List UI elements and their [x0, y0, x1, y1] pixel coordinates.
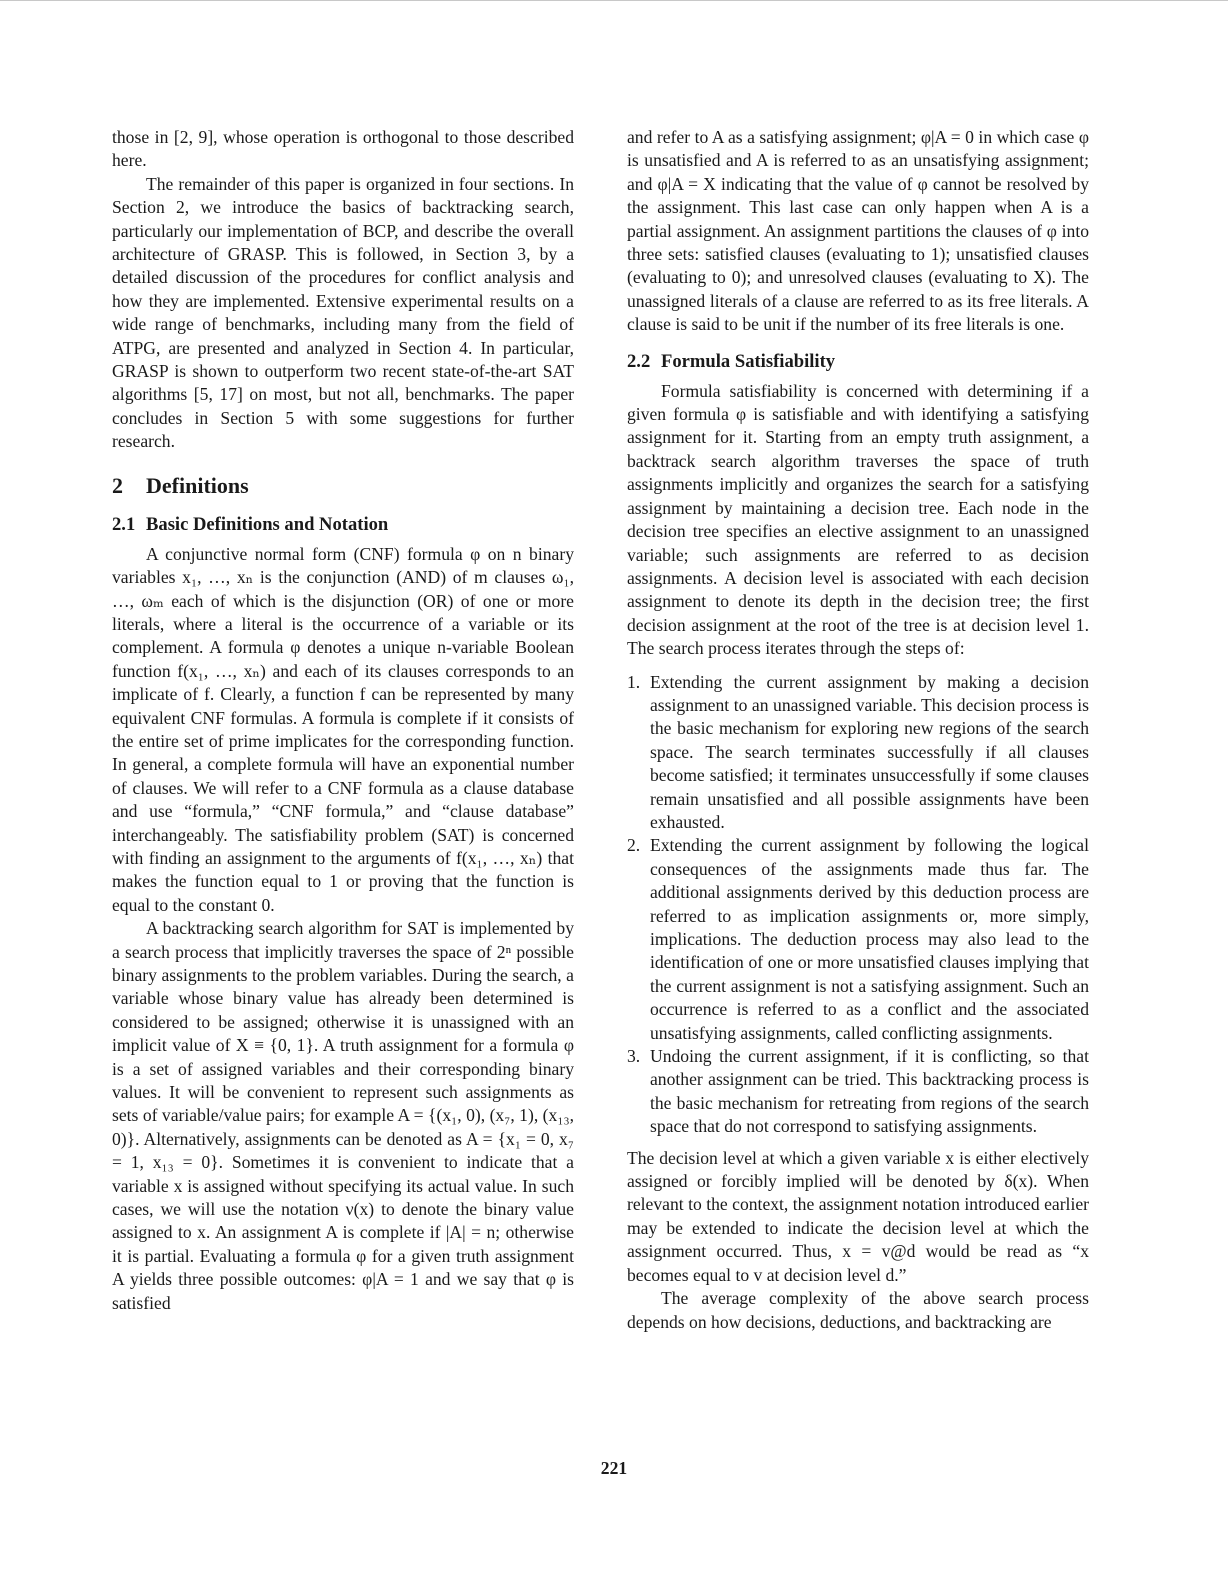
paragraph: A backtracking search algorithm for SAT is implemented by a search process that implicitly traverses the space of 2ⁿ possible binary assignments to the problem variables. During the search, a variable whose binary value has already been determined is considered to be assigned; otherwise it is unassigned with an implicit value of X ≡ {0, 1}. A truth assignment for a formula φ is a set of assigned variables and their corresponding binary values. It will be convenient to represent such assignments as sets of variable/value pairs; for example A = {(x₁, 0), (x₇, 1), (x₁₃, 0)}. Alternatively, assignments can be denoted as A = {x₁ = 0, x₇ = 1, x₁₃ = 0}. Sometimes it is convenient to indicate that a variable x is assigned without specifying its actual value. In such cases, we will use the notation ν(x) to denote the binary value assigned to x. An assignment A is complete if |A| = n; otherwise it is partial. Evaluating a formula φ for a given truth assignment A yields three possible outcomes: φ|A = 1 and we say that φ is satisfied	[112, 918, 574, 1313]
paragraph: The remainder of this paper is organized in four sections. In Section 2, we introduce the basics of backtracking search, particularly our implementation of BCP, and describe the overall architecture of GRASP. This is followed, in Section 3, by a detailed discussion of the procedures for conflict analysis and how they are implemented. Extensive experimental results on a wide range of benchmarks, including many from the field of ATPG, are presented and analyzed in Section 4. In particular, GRASP is shown to outperform two recent state-of-the-art SAT algorithms [5, 17] on most, but not all, benchmarks. The paper concludes in Section 5 with some suggestions for further research.	[112, 173, 574, 452]
paragraph: and refer to A as a satisfying assignment; φ|A = 0 in which case φ is unsatisfied and A is referred to as an unsatisfying assignment; and φ|A = X indicating that the value of φ cannot be resolved by the assignment. This last case can only happen when A is a partial assignment. An assignment partitions the clauses of φ into three sets: satisfied clauses (evaluating to 1); unsatisfied clauses (evaluating to 0); and unresolved clauses (evaluating to X). The unassigned literals of a clause are referred to as its free literals. A clause is said to be unit if the number of its free literals is one.	[627, 127, 1089, 335]
paragraph: A conjunctive normal form (CNF) formula φ on n binary variables x₁, …, xₙ is the conjunction (AND) of m clauses ω₁, …, ωₘ each of which is the disjunction (OR) of one or more literals, where a literal is the occurrence of a variable or its complement. A formula φ denotes a unique n-variable Boolean function f(x₁, …, xₙ) and each of its clauses corresponds to an implicate of f. Clearly, a function f can be represented by many equivalent CNF formulas. A formula is complete if it consists of the entire set of prime implicates for the corresponding function. In general, a complete formula will have an exponential number of clauses. We will refer to a CNF formula as a clause database and use “formula,” “CNF formula,” and “clause database” interchangeably. The satisfiability problem (SAT) is concerned with finding an assignment to the arguments of f(x₁, …, xₙ) that makes the function equal to 1 or proving that the function is equal to the constant 0.	[112, 543, 574, 915]
section-title: Definitions	[146, 472, 249, 498]
subsection-title: Formula Satisfiability	[661, 350, 836, 372]
list-item	[627, 671, 1089, 835]
subsection-heading	[112, 513, 574, 537]
subsection-number: 2.2	[627, 350, 651, 372]
list-item-text: Undoing the current assignment, if it is conflicting, so that another assignment can be tried. This backtracking process is the basic mechanism for retreating from regions of the search space that do not correspond to satisfying assignments.	[650, 1046, 1089, 1137]
paragraph: The decision level at which a given variable x is either electively assigned or forcibly implied will be denoted by δ(x). When relevant to the context, the assignment notation introduced earlier may be extended to indicate the decision level at which the assignment occurred. Thus, x = v@d would be read as “x becomes equal to v at decision level d.”	[627, 1147, 1089, 1285]
left-column	[112, 126, 574, 1315]
paragraph: Formula satisfiability is concerned with determining if a given formula φ is satisfiable and with identifying a satisfying assignment for it. Starting from an empty truth assignment, a backtrack search algorithm traverses the space of truth assignments implicitly and organizes the search for a satisfying assignment by maintaining a decision tree. Each node in the decision tree specifies an elective assignment to an unassigned variable; such assignments are referred to as decision assignments. A decision level is associated with each decision assignment to denote its depth in the decision tree; the first decision assignment at the root of the tree is at decision level 1. The search process iterates through the steps of:	[627, 380, 1089, 659]
list-item	[627, 1045, 1089, 1139]
section-number: 2	[112, 472, 123, 498]
search-steps-list	[627, 671, 1089, 1139]
subsection-number: 2.1	[112, 513, 136, 535]
right-column	[627, 126, 1089, 1334]
top-border	[0, 0, 1228, 1]
list-number: 3.	[627, 1046, 641, 1067]
subsection-heading	[627, 350, 1089, 374]
page-number: 221	[600, 1458, 628, 1478]
list-number: 2.	[627, 835, 641, 856]
list-number: 1.	[627, 671, 641, 692]
paragraph: those in [2, 9], whose operation is orthogonal to those described here.	[112, 127, 574, 171]
list-item-text: Extending the current assignment by following the logical consequences of the assignments made thus far. The additional assignments derived by this deduction process are referred to as implication assignments or, more simply, implications. The deduction process may also lead to the identification of one or more unsatisfied clauses implying that the current assignment is not a satisfying assignment. Such an occurrence is referred to as a conflict and the associated unsatisfying assignments, called conflicting assignments.	[650, 835, 1089, 1043]
list-item	[627, 834, 1089, 1045]
subsection-title: Basic Definitions and Notation	[146, 513, 389, 535]
list-item-text: Extending the current assignment by making a decision assignment to an unassigned variable. This decision process is the basic mechanism for exploring new regions of the search space. The search terminates successfully if all clauses become satisfied; it terminates unsuccessfully if some clauses remain unsatisfied and all possible assignments have been exhausted.	[650, 671, 1089, 832]
paragraph: The average complexity of the above search process depends on how decisions, deductions, and backtracking are	[627, 1288, 1089, 1332]
section-heading	[112, 473, 574, 499]
